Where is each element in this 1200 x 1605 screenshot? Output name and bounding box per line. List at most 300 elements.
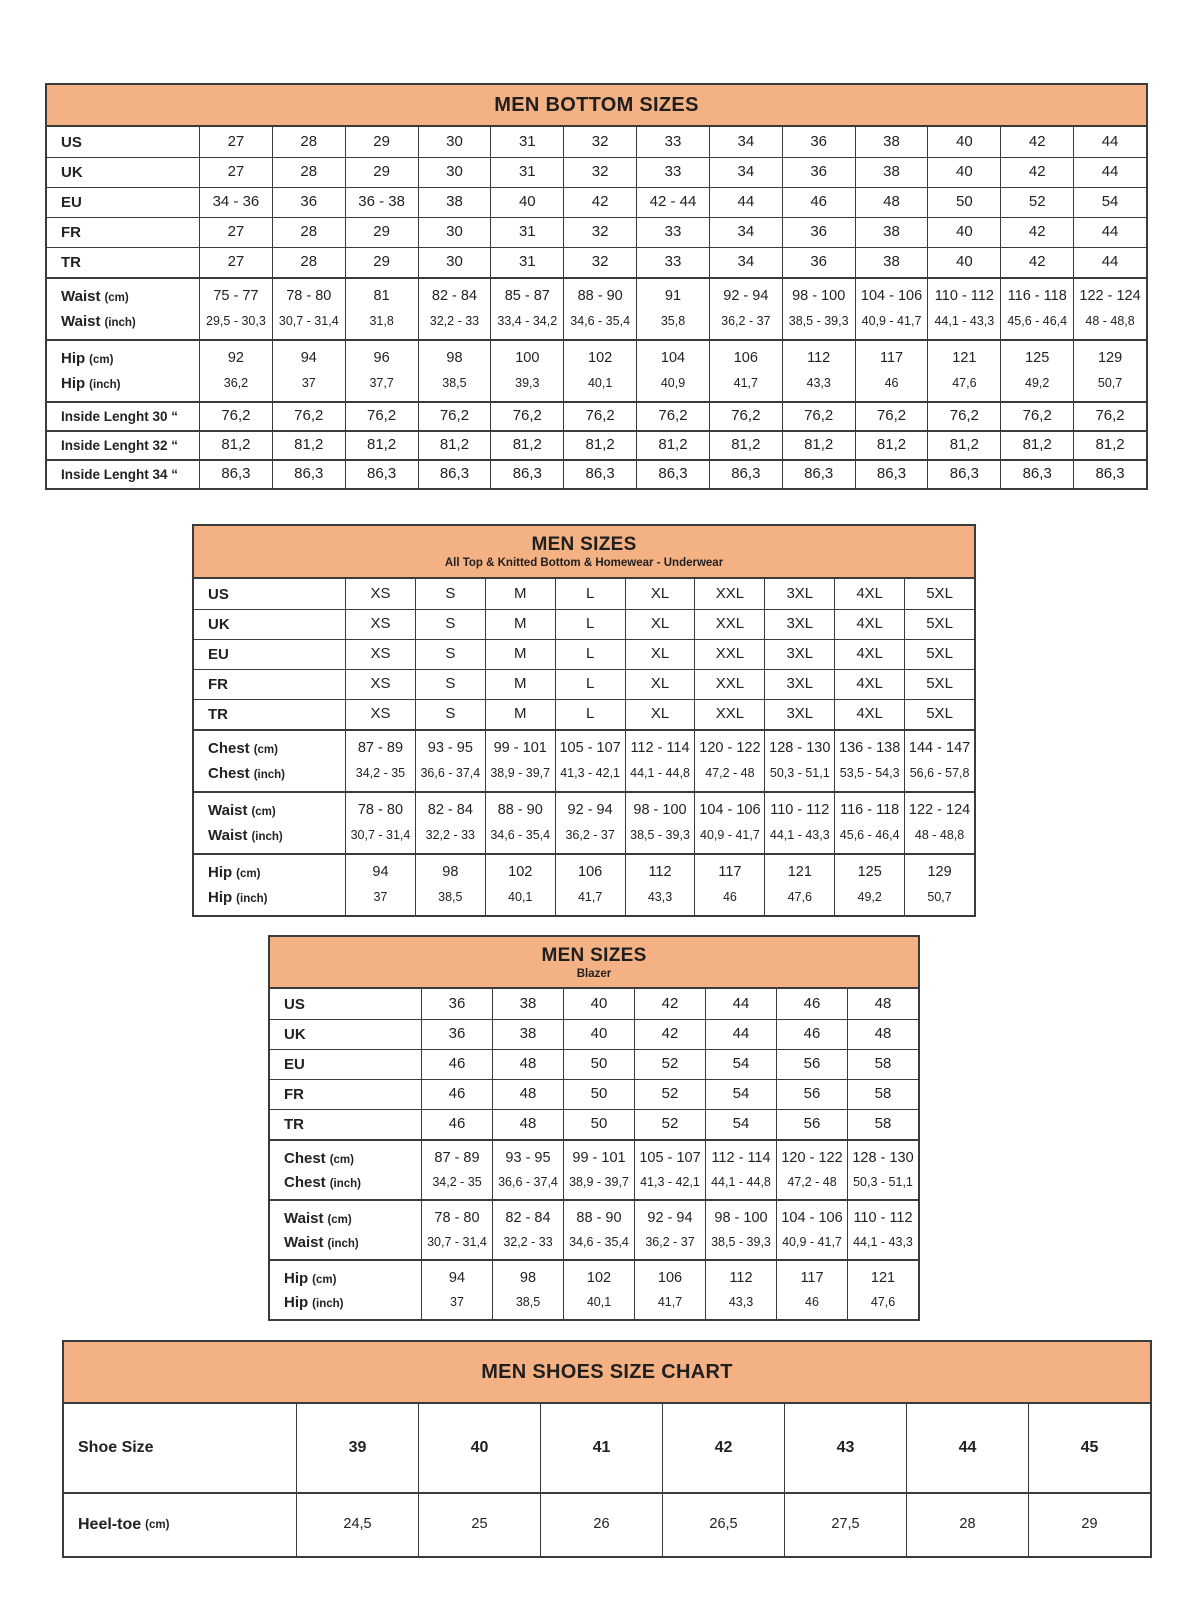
table-header-band — [270, 937, 918, 989]
cell-text: 120 - 122 — [699, 740, 761, 757]
cell-text: 76,2 — [876, 407, 907, 425]
cell-text: 38 — [446, 193, 463, 211]
row-label-text: Hip — [284, 1293, 309, 1311]
row-label — [194, 670, 346, 699]
value-cell — [1074, 158, 1146, 187]
cell-text: 36 — [300, 193, 318, 211]
cell-text: 43,3 — [728, 1294, 754, 1309]
cell-text: 102 — [586, 1269, 612, 1286]
value-cell — [419, 432, 492, 459]
cell-text: 44,1 - 44,8 — [630, 766, 690, 781]
cell-text: 81,2 — [367, 436, 397, 454]
cell-text: 100 — [515, 350, 540, 367]
row-label — [270, 1110, 422, 1139]
row-label — [47, 341, 200, 401]
cell-text: 86,3 — [439, 465, 470, 483]
cell-text: 44 — [732, 1025, 750, 1043]
cell-text: 46 — [884, 376, 899, 391]
cell-text: 37 — [301, 376, 316, 391]
value-cell — [710, 461, 783, 488]
table-row — [270, 989, 918, 1019]
cell-text: 40,1 — [587, 376, 613, 391]
cell-text: 27 — [227, 163, 245, 181]
cell-text: 86,3 — [294, 465, 324, 483]
cell-text: 121 — [787, 864, 812, 881]
cell-text: 94 — [372, 864, 389, 881]
cell-text: 33 — [664, 163, 682, 181]
value-cell — [848, 1080, 918, 1109]
value-cell — [493, 1110, 564, 1139]
value-cell — [1074, 188, 1146, 217]
row-label — [270, 1080, 422, 1109]
cell-text: 52 — [661, 1115, 679, 1133]
cell-text: 104 — [660, 350, 686, 367]
value-cell — [907, 1494, 1029, 1556]
cell-text: 81,2 — [731, 436, 761, 454]
value-cell — [856, 158, 929, 187]
row-label — [47, 218, 200, 247]
cell-text: 47,6 — [870, 1294, 896, 1309]
row-label-text: Waist — [208, 802, 248, 819]
row-label-text: Hip — [284, 1269, 309, 1287]
cell-text: XL — [650, 615, 670, 633]
value-cell — [564, 1020, 635, 1049]
value-cell — [416, 610, 486, 639]
cell-text: 56 — [803, 1085, 821, 1103]
value-cell — [783, 158, 856, 187]
value-cell — [422, 1020, 493, 1049]
value-cell — [556, 610, 626, 639]
row-label — [270, 1020, 422, 1049]
table-row — [47, 127, 1146, 157]
cell-text: 38,5 - 39,3 — [788, 314, 849, 329]
cell-text: 3XL — [786, 705, 814, 723]
value-cell — [765, 610, 835, 639]
cell-text: 86,3 — [876, 465, 907, 483]
value-cell — [663, 1494, 785, 1556]
value-cell — [1074, 248, 1146, 277]
value-cell — [785, 1404, 907, 1492]
row-label-text: TR — [61, 254, 81, 271]
table-header-band — [194, 526, 974, 579]
value-cell — [783, 432, 856, 459]
cell-text: 33,4 - 34,2 — [497, 314, 558, 329]
value-cell — [564, 1110, 635, 1139]
value-cell — [1074, 432, 1146, 459]
value-cell — [564, 403, 637, 430]
cell-text: 40,1 — [508, 890, 533, 905]
value-cell — [765, 855, 835, 915]
value-cell — [564, 1201, 635, 1259]
cell-text: 42 — [1028, 132, 1046, 150]
value-cell — [422, 1110, 493, 1139]
cell-text: 44 — [958, 1439, 977, 1457]
cell-text: 29 — [1081, 1516, 1098, 1533]
cell-text: 34,2 - 35 — [355, 766, 406, 781]
value-cell — [346, 158, 419, 187]
row-label-text: Chest — [284, 1173, 326, 1191]
value-cell — [783, 461, 856, 488]
cell-text: 125 — [857, 864, 882, 881]
value-cell — [556, 855, 626, 915]
cell-text: 50,3 - 51,1 — [853, 1174, 913, 1189]
cell-text: 42 — [1028, 253, 1046, 271]
value-cell — [564, 432, 637, 459]
cell-text: 38 — [519, 994, 537, 1012]
cell-text: 76,2 — [294, 407, 324, 425]
value-cell — [493, 1080, 564, 1109]
cell-text: 49,2 — [1025, 376, 1050, 391]
cell-text: 34 — [737, 253, 755, 271]
cell-text: L — [585, 705, 595, 723]
value-cell — [637, 461, 710, 488]
cell-text: 76,2 — [367, 407, 397, 425]
cell-text: 98 - 100 — [714, 1209, 768, 1226]
cell-text: 40 — [590, 994, 608, 1012]
value-cell — [346, 855, 416, 915]
cell-text: 35,8 — [660, 314, 686, 329]
cell-text: 40 — [956, 223, 973, 241]
value-cell — [835, 855, 905, 915]
cell-text: 81,2 — [804, 436, 834, 454]
value-cell — [626, 640, 696, 669]
table-row — [194, 609, 974, 639]
row-label-unit: (cm) — [253, 744, 278, 756]
cell-text: 28 — [300, 132, 318, 150]
cell-text: S — [445, 645, 456, 663]
cell-text: 50,7 — [1097, 376, 1123, 391]
value-cell — [491, 188, 564, 217]
value-cell — [856, 279, 929, 339]
value-cell — [200, 158, 273, 187]
value-cell — [695, 793, 765, 853]
row-label — [64, 1404, 297, 1492]
table-header-band — [64, 1342, 1150, 1404]
row-label-text: Inside Lenght 32 “ — [61, 438, 179, 453]
value-cell — [856, 188, 929, 217]
row-label-line — [284, 1270, 336, 1287]
cell-text: 30,7 - 31,4 — [350, 828, 411, 843]
value-cell — [486, 855, 556, 915]
table-subtitle: Blazer — [576, 967, 612, 980]
cell-text: XL — [650, 584, 670, 602]
cell-text: 32,2 - 33 — [429, 314, 480, 329]
row-label-unit: (cm) — [89, 354, 114, 366]
table-subtitle: All Top & Knitted Bottom & Homewear - Underwear — [444, 557, 724, 569]
cell-text: 117 — [800, 1269, 824, 1286]
cell-text: 34 — [737, 163, 755, 181]
cell-text: 46 — [722, 890, 737, 905]
row-label-unit: (inch) — [253, 769, 285, 781]
cell-text: 76,2 — [512, 407, 542, 425]
row-label — [270, 1141, 422, 1199]
value-cell — [1001, 461, 1074, 488]
value-cell — [1001, 432, 1074, 459]
cell-text: 86,3 — [367, 465, 397, 483]
value-cell — [346, 670, 416, 699]
cell-text: 36 — [810, 223, 828, 241]
value-cell — [710, 341, 783, 401]
value-cell — [637, 158, 710, 187]
row-label-unit: (inch) — [236, 893, 268, 905]
cell-text: 112 — [729, 1269, 753, 1286]
value-cell — [273, 248, 346, 277]
cell-text: 99 - 101 — [572, 1149, 626, 1166]
cell-text: 42 - 44 — [649, 193, 697, 211]
cell-text: 44 — [732, 994, 750, 1012]
value-cell — [835, 793, 905, 853]
value-cell — [346, 700, 416, 729]
cell-text: 52 — [661, 1055, 679, 1073]
value-cell — [422, 1141, 493, 1199]
table-row — [47, 339, 1146, 401]
cell-text: 78 - 80 — [357, 802, 404, 819]
cell-text: 38,5 - 39,3 — [630, 828, 690, 843]
value-cell — [765, 700, 835, 729]
cell-text: 3XL — [786, 615, 814, 633]
cell-text: 82 - 84 — [427, 802, 473, 819]
value-cell — [556, 640, 626, 669]
value-cell — [416, 731, 486, 791]
value-cell — [416, 670, 486, 699]
value-cell — [564, 989, 635, 1019]
cell-text: 38 — [883, 223, 900, 241]
value-cell — [635, 1020, 706, 1049]
cell-text: 78 - 80 — [286, 288, 332, 305]
value-cell — [848, 1201, 918, 1259]
value-cell — [695, 640, 765, 669]
cell-text: 87 - 89 — [434, 1149, 480, 1166]
row-label-text: UK — [61, 164, 83, 181]
value-cell — [848, 989, 918, 1019]
cell-text: 38 — [883, 253, 900, 271]
cell-text: 31 — [518, 163, 536, 181]
value-cell — [416, 579, 486, 609]
row-label-unit: (cm) — [145, 1519, 170, 1531]
table-title: MEN SHOES SIZE CHART — [481, 1360, 733, 1383]
cell-text: 24,5 — [343, 1516, 372, 1533]
value-cell — [783, 279, 856, 339]
cell-text: 50,7 — [927, 890, 952, 905]
cell-text: 93 - 95 — [427, 740, 473, 757]
cell-text: 93 - 95 — [505, 1149, 551, 1166]
cell-text: 48 — [874, 994, 892, 1012]
row-label-line — [61, 375, 120, 392]
cell-text: 28 — [300, 163, 318, 181]
cell-text: 40,9 — [660, 376, 686, 391]
value-cell — [907, 1404, 1029, 1492]
cell-text: 5XL — [926, 615, 953, 633]
cell-text: 25 — [471, 1516, 488, 1533]
cell-text: 40 — [956, 132, 973, 150]
cell-text: 48 — [519, 1115, 537, 1133]
table-row — [194, 699, 974, 729]
value-cell — [297, 1404, 419, 1492]
cell-text: 125 — [1025, 350, 1050, 367]
cell-text: XS — [370, 705, 391, 723]
value-cell — [419, 1494, 541, 1556]
value-cell — [928, 279, 1001, 339]
row-label-text: Chest — [284, 1149, 326, 1167]
value-cell — [856, 461, 929, 488]
value-cell — [346, 218, 419, 247]
cell-text: 76,2 — [731, 407, 761, 425]
cell-text: 46 — [448, 1115, 466, 1133]
value-cell — [273, 279, 346, 339]
value-cell — [1029, 1494, 1150, 1556]
cell-text: 48 — [874, 1025, 892, 1043]
value-cell — [416, 640, 486, 669]
cell-text: 117 — [879, 350, 904, 367]
cell-text: 54 — [732, 1115, 750, 1133]
table-row — [47, 459, 1146, 488]
value-cell — [422, 989, 493, 1019]
table-row — [47, 217, 1146, 247]
cell-text: 81,2 — [585, 436, 615, 454]
row-label-unit: (cm) — [327, 1213, 352, 1226]
cell-text: 54 — [1101, 193, 1119, 211]
cell-text: 42 — [661, 994, 679, 1012]
cell-text: L — [585, 584, 595, 602]
value-cell — [346, 403, 419, 430]
value-cell — [1001, 341, 1074, 401]
cell-text: 3XL — [786, 675, 814, 693]
value-cell — [1001, 279, 1074, 339]
value-cell — [710, 127, 783, 157]
cell-text: 102 — [588, 350, 613, 367]
value-cell — [346, 579, 416, 609]
value-cell — [200, 432, 273, 459]
value-cell — [1001, 218, 1074, 247]
row-label — [47, 188, 200, 217]
table-title: MEN SIZES — [541, 944, 647, 966]
cell-text: 39 — [348, 1439, 367, 1457]
cell-text: 36 — [448, 1025, 466, 1043]
cell-text: 27,5 — [831, 1516, 860, 1533]
cell-text: 38,5 - 39,3 — [711, 1234, 771, 1249]
table-row — [47, 277, 1146, 339]
value-cell — [626, 579, 696, 609]
cell-text: 58 — [874, 1115, 892, 1133]
row-label — [194, 731, 346, 791]
value-cell — [273, 432, 346, 459]
cell-text: 104 - 106 — [699, 802, 761, 819]
row-label — [47, 432, 200, 459]
cell-text: 44 — [1101, 253, 1119, 271]
value-cell — [346, 248, 419, 277]
value-cell — [416, 855, 486, 915]
value-cell — [635, 1050, 706, 1079]
cell-text: 86,3 — [585, 465, 615, 483]
value-cell — [491, 279, 564, 339]
value-cell — [493, 1141, 564, 1199]
cell-text: 36,6 - 37,4 — [420, 766, 481, 781]
value-cell — [783, 341, 856, 401]
cell-text: 76,2 — [439, 407, 470, 425]
cell-text: XXL — [715, 615, 745, 633]
cell-text: 76,2 — [221, 407, 251, 425]
value-cell — [856, 341, 929, 401]
cell-text: 41,7 — [657, 1294, 683, 1309]
value-cell — [491, 341, 564, 401]
cell-text: 44,1 - 43,3 — [853, 1234, 913, 1249]
value-cell — [419, 279, 492, 339]
value-cell — [637, 341, 710, 401]
cell-text: 81,2 — [512, 436, 542, 454]
value-cell — [422, 1050, 493, 1079]
cell-text: 34 — [737, 132, 755, 150]
cell-text: 31 — [518, 223, 536, 241]
cell-text: S — [445, 705, 456, 723]
value-cell — [346, 127, 419, 157]
row-label-text: FR — [61, 224, 81, 241]
cell-text: 76,2 — [1095, 407, 1125, 425]
value-cell — [1074, 403, 1146, 430]
row-label-text: Waist — [284, 1209, 324, 1227]
cell-text: 78 - 80 — [434, 1209, 480, 1226]
cell-text: 48 — [519, 1055, 537, 1073]
cell-text: 88 - 90 — [497, 802, 543, 819]
row-label-text: Inside Lenght 34 “ — [61, 467, 179, 482]
value-cell — [710, 403, 783, 430]
cell-text: 36 — [448, 994, 466, 1012]
row-label-text: UK — [284, 1026, 306, 1043]
table-row — [270, 1259, 918, 1319]
value-cell — [695, 610, 765, 639]
cell-text: S — [445, 584, 456, 602]
cell-text: 76,2 — [658, 407, 688, 425]
cell-text: 116 - 118 — [840, 802, 900, 819]
value-cell — [486, 579, 556, 609]
row-label — [194, 855, 346, 915]
value-cell — [1074, 127, 1146, 157]
value-cell — [1001, 403, 1074, 430]
cell-text: 38 — [519, 1025, 537, 1043]
row-label-line — [208, 740, 278, 757]
cell-text: 54 — [732, 1055, 750, 1073]
value-cell — [556, 670, 626, 699]
table-row — [194, 853, 974, 915]
value-cell — [419, 1404, 541, 1492]
row-label-line — [61, 288, 129, 305]
value-cell — [765, 731, 835, 791]
cell-text: XS — [370, 645, 391, 663]
value-cell — [419, 188, 492, 217]
cell-text: 47,2 - 48 — [705, 766, 755, 781]
value-cell — [1074, 341, 1146, 401]
cell-text: XL — [650, 675, 670, 693]
value-cell — [783, 248, 856, 277]
value-cell — [491, 127, 564, 157]
cell-text: 43 — [836, 1439, 855, 1457]
value-cell — [905, 855, 974, 915]
table-row — [194, 669, 974, 699]
cell-text: 76,2 — [1022, 407, 1052, 425]
cell-text: 98 — [519, 1269, 537, 1286]
value-cell — [273, 188, 346, 217]
value-cell — [346, 432, 419, 459]
value-cell — [491, 461, 564, 488]
cell-text: 75 - 77 — [213, 288, 259, 305]
cell-text: XXL — [715, 705, 745, 723]
value-cell — [200, 341, 273, 401]
value-cell — [346, 640, 416, 669]
cell-text: 36,2 - 37 — [565, 828, 615, 843]
value-cell — [1001, 248, 1074, 277]
value-cell — [928, 432, 1001, 459]
cell-text: M — [513, 584, 527, 602]
table-row — [194, 791, 974, 853]
